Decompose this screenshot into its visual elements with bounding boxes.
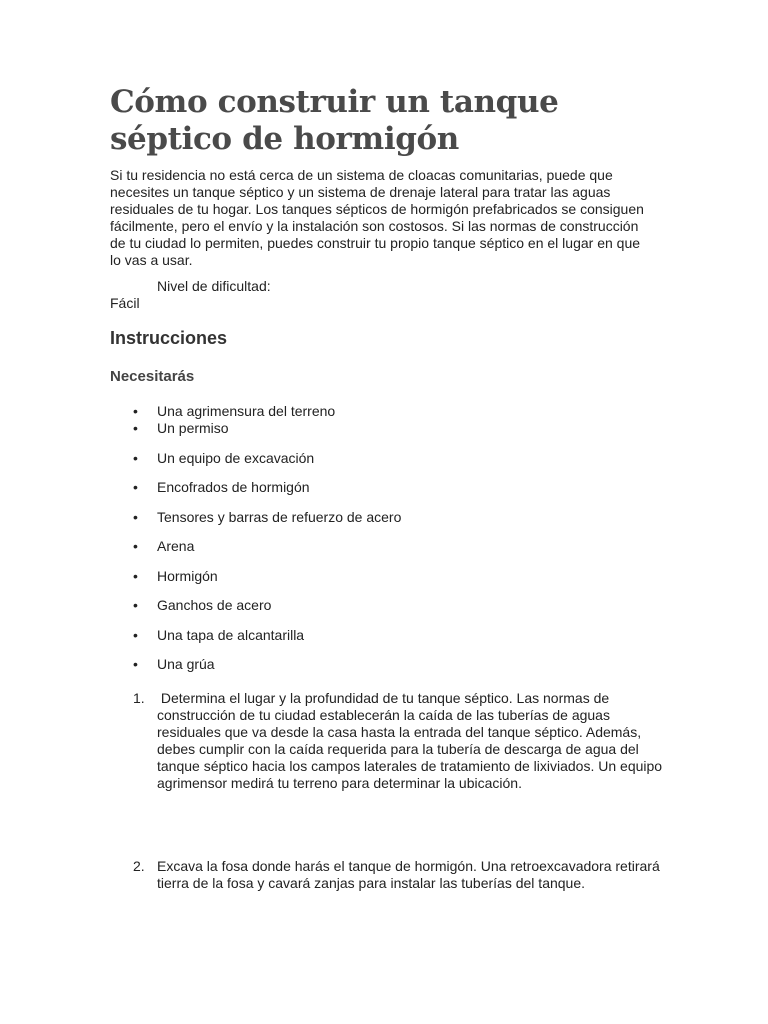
bullet-icon: • (133, 597, 138, 613)
document-page: Cómo construir un tanque séptico de hormigón Si tu residencia no está cerca de un sistema de cloacas comunitarias, puede que necesites un tanque séptico y un sistema de drenaje lateral para tratar las aguas residuales de tu hogar. Los tanques sépticos de hormigón prefabricados se consiguen fácilmente, pero el envío y la instalación son costosos. Si las normas de construcción de tu ciudad lo permiten, puedes construir tu propio tanque séptico en el lugar en que lo vas a usar. Nivel de dificultad: Fácil Instrucciones Necesitarás • Una agrimensura del terreno • Un permiso • Un equipo de excavación • Encofrados de hormigón • Tensores y barras de refuerzo de acero • Arena • Hormigón • Ganchos de acero • Una tapa de alcantarilla • Una grúa 1. Determina el lugar y la profundidad de tu tanque séptico. Las normas de construcción de tu ciudad establecerán la caída de las tuberías de aguas residuales que va desde la casa hasta la entrada del tanque séptico. Además, debes cumplir con la caída requerida para la tubería de descarga de agua del tanque séptico hacia los campos laterales de tratamiento de lixiviados. Un equipo agrimensor medirá tu terreno para determinar la ubicación. 2. Excava la fosa donde harás el tanque de hormigón. Una retroexcavadora retirará tierra de la fosa y cavará zanjas para instalar las tuberías del tanque. (0, 0, 768, 1024)
page-title: Cómo construir un tanque séptico de hormigón (110, 84, 559, 157)
step-number: 1. (133, 690, 145, 706)
bullet-icon: • (133, 627, 138, 643)
bullet-icon: • (133, 450, 138, 466)
bullet-icon: • (133, 509, 138, 525)
difficulty-value: Fácil (110, 295, 140, 311)
needs-heading: Necesitarás (110, 368, 195, 385)
difficulty-label: Nivel de dificultad: (157, 278, 271, 294)
step-text: Excava la fosa donde harás el tanque de hormigón. Una retroexcavadora retirará tierra de la fosa y cavará zanjas para instalar las tuberías del tanque. (157, 858, 660, 891)
step-number: 2. (133, 858, 145, 874)
step-text: Determina el lugar y la profundidad de tu tanque séptico. Las normas de construcción de tu ciudad establecerán la caída de las tuberías de aguas residuales que va desde la casa hasta la entrada del tanque séptico. Además, debes cumplir con la caída requerida para la tubería de descarga de agua del tanque séptico hacia los campos laterales de tratamiento de lixiviados. Un equipo agrimensor medirá tu terreno para determinar la ubicación. (157, 690, 666, 791)
bullet-icon: • (133, 420, 138, 436)
bullet-icon: • (133, 656, 138, 672)
bullet-icon: • (133, 403, 138, 419)
instructions-heading: Instrucciones (110, 328, 228, 348)
bullet-icon: • (133, 568, 138, 584)
intro-paragraph: Si tu residencia no está cerca de un sistema de cloacas comunitarias, puede que necesites un tanque séptico y un sistema de drenaje lateral para tratar las aguas residuales de tu hogar. Los tanques sépticos de hormigón prefabricados se consiguen fácilmente, pero el envío y la instalación son costosos. Si las normas de construcción de tu ciudad lo permiten, puedes construir tu propio tanque séptico en el lugar en que lo vas a usar. (110, 167, 644, 268)
bullet-icon: • (133, 538, 138, 554)
bullet-icon: • (133, 479, 138, 495)
